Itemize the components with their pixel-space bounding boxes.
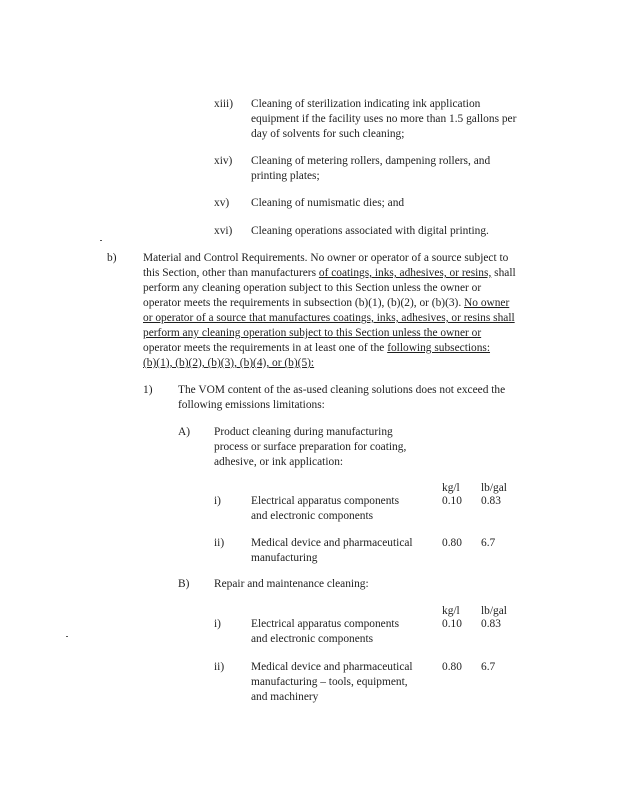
row-text-line: Electrical apparatus components (251, 618, 400, 630)
group-text-line: Product cleaning during manufacturing (214, 426, 393, 438)
group-title: Repair and maintenance cleaning: (214, 578, 369, 590)
row-text-line: Medical device and pharmaceutical (251, 537, 413, 549)
section-text-line: operator meets the requirements in subsection (b)(1), (b)(2), or (b)(3). No owner (143, 297, 510, 309)
subsection-text-line: The VOM content of the as-used cleaning solutions does not exceed the (178, 384, 506, 396)
value-lb-per-gal: 0.83 (481, 495, 501, 507)
item-text-line: day of solvents for such cleaning; (251, 128, 405, 140)
value-lb-per-gal: 0.83 (481, 618, 501, 630)
item-text-line: Cleaning of metering rollers, dampening rollers, and (251, 155, 491, 167)
row-text-line: Electrical apparatus components (251, 495, 400, 507)
subsection-text-line: following emissions limitations: (178, 399, 325, 411)
scan-mark (66, 636, 68, 637)
item-text-line: equipment if the facility uses no more than 1.5 gallons per (251, 113, 517, 125)
group-label: A) (178, 426, 191, 438)
section-text-line: Material and Control Requirements. No owner or operator of a source subject to (143, 252, 509, 264)
value-kg-per-l: 0.80 (442, 537, 462, 549)
item-text-line: Cleaning of numismatic dies; and (251, 197, 405, 209)
group-text-line: adhesive, or ink application: (214, 456, 344, 468)
group-text-line: process or surface preparation for coating, (214, 441, 407, 453)
row-number: ii) (214, 537, 225, 549)
row-number: i) (214, 618, 221, 630)
item-text-line: Cleaning of sterilization indicating ink application (251, 98, 481, 110)
subsection-number: 1) (143, 384, 153, 396)
row-text-line: and electronic components (251, 633, 374, 645)
scan-mark (100, 240, 102, 241)
row-text-line: and electronic components (251, 510, 374, 522)
value-lb-per-gal: 6.7 (481, 661, 496, 673)
section-text-line: this Section, other than manufacturers of coatings, inks, adhesives, or resins, shall (143, 267, 516, 279)
unit-header-kg-per-l: kg/l (442, 482, 460, 494)
section-text-line: or operator of a source that manufactures coatings, inks, adhesives, or resins shall (143, 312, 515, 324)
item-text-line: printing plates; (251, 170, 320, 182)
section-text-line: perform any cleaning operation subject to this Section unless the owner or (143, 327, 482, 339)
row-number: ii) (214, 661, 225, 673)
row-text-line: Medical device and pharmaceutical (251, 661, 413, 673)
group-label: B) (178, 578, 190, 590)
row-text-line: manufacturing (251, 552, 318, 564)
item-text-line: Cleaning operations associated with digital printing. (251, 225, 489, 237)
value-kg-per-l: 0.10 (442, 495, 462, 507)
value-kg-per-l: 0.80 (442, 661, 462, 673)
unit-header-lb-per-gal: lb/gal (481, 482, 507, 494)
section-text-line: (b)(1), (b)(2), (b)(3), (b)(4), or (b)(5): (143, 357, 315, 369)
item-number: xiv) (214, 155, 233, 167)
section-label: b) (107, 252, 117, 264)
value-lb-per-gal: 6.7 (481, 537, 496, 549)
row-number: i) (214, 495, 221, 507)
unit-header-lb-per-gal: lb/gal (481, 605, 507, 617)
section-text-line: perform any cleaning operation subject to this Section unless the owner or (143, 282, 482, 294)
item-number: xv) (214, 197, 230, 209)
row-text-line: and machinery (251, 691, 319, 703)
section-text-line: operator meets the requirements in at least one of the following subsections: (143, 342, 491, 354)
item-number: xvi) (214, 225, 233, 237)
value-kg-per-l: 0.10 (442, 618, 462, 630)
unit-header-kg-per-l: kg/l (442, 605, 460, 617)
row-text-line: manufacturing – tools, equipment, (251, 676, 408, 688)
item-number: xiii) (214, 98, 233, 110)
